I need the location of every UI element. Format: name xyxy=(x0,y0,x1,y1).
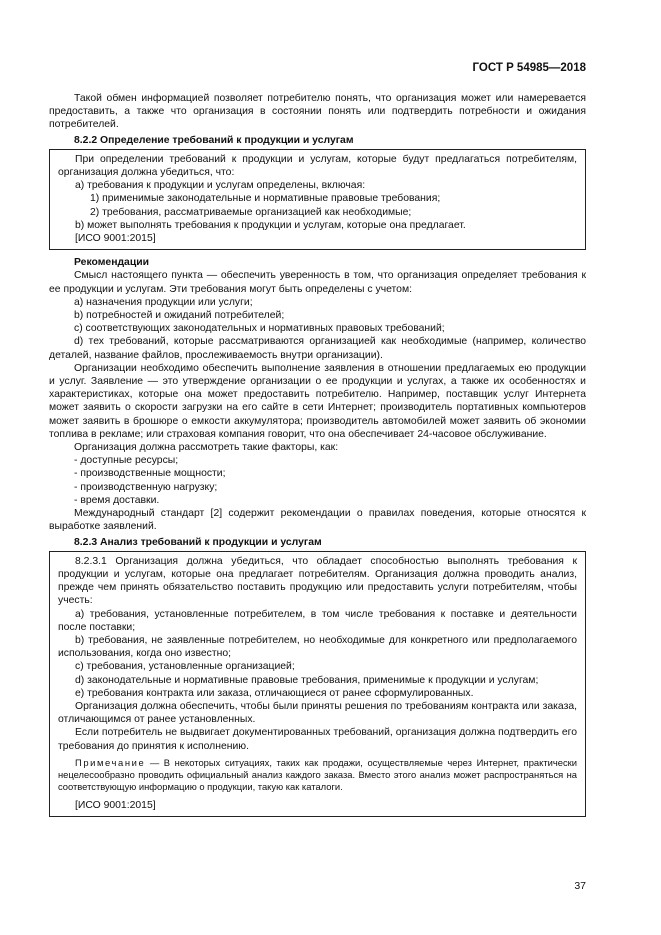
list-item: d) тех требований, которые рассматриваются организацией как необходимые (например, количество деталей, название файлов, прослеживаемость внутри организации). xyxy=(49,336,586,361)
recommendations-p4: Международный стандарт [2] содержит рекомендации о правилах поведения, которые относятся к выработке заявлений. xyxy=(49,508,586,533)
page-body xyxy=(49,92,586,823)
list-item: а) требования, установленные потребителем, в том числе требования к поставке и деятельности после поставки; xyxy=(58,608,577,633)
list-item: c) соответствующих законодательных и нормативных правовых требований; xyxy=(74,323,445,335)
box-822-lead: При определении требований к продукции и услугам, которые будут предлагаться потребителям, организация должна убедиться, что: xyxy=(58,153,577,179)
note-label: Примечание xyxy=(75,756,146,768)
list-item: e) требования контракта или заказа, отличающиеся от ранее сформулированных. xyxy=(75,687,474,699)
factor-item: - производственную нагрузку; xyxy=(74,481,218,493)
page-number: 37 xyxy=(574,880,586,892)
box-822-item-a1: 1) применимые законодательные и нормативные правовые требования; xyxy=(90,193,441,205)
box-823-p2: Организация должна обеспечить, чтобы были приняты решения по требованиям контракта или заказа, отличающимся от ранее установленных. xyxy=(58,700,577,726)
factor-item: - время доставки. xyxy=(74,494,160,506)
intro-paragraph: Такой обмен информацией позволяет потребителю понять, что организация может или намеревается предоставить, а также что организация в состоянии понять или подтвердить потребности и ожидания потребителей. xyxy=(49,93,586,131)
list-item: а) назначения продукции или услуги; xyxy=(74,296,253,308)
box-822-item-a2: 2) требования, рассматриваемые организацией как необходимые; xyxy=(90,206,412,218)
iso-quote-box-822 xyxy=(49,149,586,250)
box-822-reference: [ИСО 9001:2015] xyxy=(75,233,156,245)
recommendations-heading: Рекомендации xyxy=(74,257,150,269)
section-822-heading: 8.2.2 Определение требований к продукции и услугам xyxy=(74,134,354,146)
box-822-item-a: а) требования к продукции и услугам определены, включая: xyxy=(75,180,366,192)
recommendations-p1: Смысл настоящего пункта — обеспечить уверенность в том, что организация определяет требования к ее продукции и услугам. Эти требования могут быть определены с учетом: xyxy=(49,270,586,295)
factor-item: - доступные ресурсы; xyxy=(74,455,179,467)
iso-quote-box-823 xyxy=(49,551,586,817)
box-823-p1: 8.2.3.1 Организация должна убедиться, что обладает способностью выполнять требования к продукции и услугам, которые она предлагает потребителям. Организация должна проводить анализ, прежде чем принять обязательство поставить продукцию или предоставить услуги потребителям, чтобы учесть: xyxy=(58,555,577,607)
list-item: d) законодательные и нормативные правовые требования, применимые к продукции и услугам; xyxy=(75,674,539,686)
recommendations-p3: Организация должна рассмотреть такие факторы, как: xyxy=(74,442,339,454)
list-item: c) требования, установленные организацией; xyxy=(75,661,295,673)
factor-item: - производственные мощности; xyxy=(74,468,226,480)
section-823-heading: 8.2.3 Анализ требований к продукции и услугам xyxy=(74,536,322,548)
recommendations-p2: Организации необходимо обеспечить выполнение заявления в отношении предлагаемых ею продукции и услуг. Заявление — это утверждение организации о ее продукции и услугах, а также их особенностях и характеристиках, которые она может предоставить потребителю. Например, поставщик услуг Интернета может заявить о скорости загрузки на его сайте в сети Интернет; производитель портативных компьютеров может заявить в брошюре о емкости аккумулятора; производитель автомобилей может заявить об экономии топлива в рекламе; или страховая компания говорит, что она обеспечивает 24-часовое обслуживание. xyxy=(49,362,586,440)
box-823-note xyxy=(58,757,577,793)
box-822-item-b: b) может выполнять требования к продукции и услугам, которые она предлагает. xyxy=(75,219,466,231)
list-item: b) требования, не заявленные потребителем, но необходимые для конкретного или предполагаемого использования, когда оно известно; xyxy=(58,634,577,660)
list-item: b) потребностей и ожиданий потребителей; xyxy=(74,310,285,322)
box-823-p3: Если потребитель не выдвигает документированных требований, организация должна подтвердить его требования до принятия к исполнению. xyxy=(58,727,577,752)
document-code: ГОСТ Р 54985—2018 xyxy=(472,62,586,74)
box-823-reference: [ИСО 9001:2015] xyxy=(75,799,156,811)
note-text: — В некоторых ситуациях, таких как продажи, осуществляемые через Интернет, практически нецелесообразно проводить официальный анализ каждого заказа. Вместо этого анализ может распространяться на соответствующую информацию о продукции, такую как каталоги. xyxy=(58,756,577,792)
